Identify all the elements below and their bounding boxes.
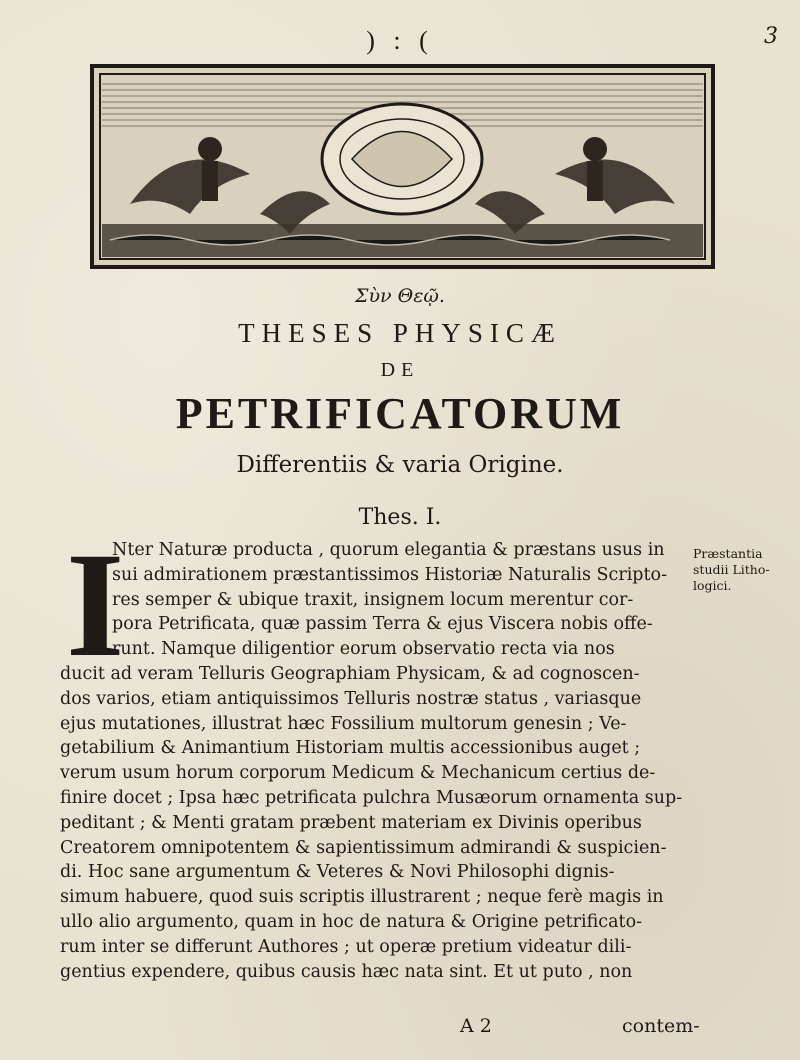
title-line-4: Differentiis & varia Origine. — [236, 452, 564, 478]
body-line: dos varios, etiam antiquissimos Telluris nostræ status , variasque — [60, 688, 642, 709]
body-line: runt. Namque diligentior eorum observatio recta via nos — [112, 639, 615, 660]
marginal-note-line: logici. — [693, 578, 732, 593]
body-line: Creatorem omnipotentem & sapientissimum admirandi & suspicien- — [60, 837, 667, 858]
thesis-label: Thes. I. — [358, 505, 442, 530]
body-line: pora Petrificata, quæ passim Terra & ejus Viscera nobis offe- — [112, 614, 653, 635]
body-line: sui admirationem præstantissimos Historiæ Naturalis Scripto- — [112, 564, 667, 585]
body-line: ducit ad veram Telluris Geographiam Physicam, & ad cognoscen- — [60, 663, 640, 684]
body-line: rum inter se differunt Authores ; ut operæ pretium videatur dili- — [60, 936, 632, 957]
body-line: gentius expendere, quibus causis hæc nata sint. Et ut puto , non — [60, 961, 633, 982]
title-line-2: DE — [380, 359, 420, 381]
marginal-note-line: Præstantia — [693, 546, 763, 561]
body-line: ullo alio argumento, quam in hoc de natura & Origine petrificato- — [60, 911, 643, 932]
signature-mark: A 2 — [460, 1015, 492, 1037]
corner-signature: 3 — [764, 24, 778, 49]
marginal-note-line: studii Litho- — [693, 562, 770, 577]
drop-cap: I — [66, 522, 125, 688]
body-line: Nter Naturæ producta , quorum elegantia & præstans usus in — [112, 540, 665, 560]
body-line: getabilium & Animantium Historiam multis accessionibus auget ; — [60, 738, 641, 759]
page-footer — [0, 1015, 800, 1045]
body-line: peditant ; & Menti gratam præbent materiam ex Divinis operibus — [60, 812, 642, 833]
page-mark: ) : ( — [366, 26, 434, 55]
ornamental-headpiece — [90, 64, 715, 269]
body-text — [60, 538, 685, 984]
motto: Σὺν Θεῷ. — [355, 285, 445, 307]
body-line: simum habuere, quod suis scriptis illustrarent ; neque ferè magis in — [60, 887, 664, 908]
title-line-3: PETRIFICATORUM — [175, 389, 625, 438]
body-line: di. Hoc sane argumentum & Veteres & Novi Philosophi dignis- — [60, 862, 615, 883]
catchword: contem- — [622, 1015, 700, 1037]
body-line: res semper & ubique traxit, insignem locum merentur cor- — [112, 589, 634, 610]
body-line: verum usum horum corporum Medicum & Mechanicum certius de- — [60, 763, 656, 784]
body-line: finire docet ; Ipsa hæc petrificata pulchra Musæorum ornamenta sup- — [60, 787, 683, 808]
title-line-1: THESES PHYSICÆ — [238, 318, 562, 348]
marginal-note — [693, 546, 798, 594]
body-line: ejus mutationes, illustrat hæc Fossilium multorum genesin ; Ve- — [60, 713, 627, 734]
